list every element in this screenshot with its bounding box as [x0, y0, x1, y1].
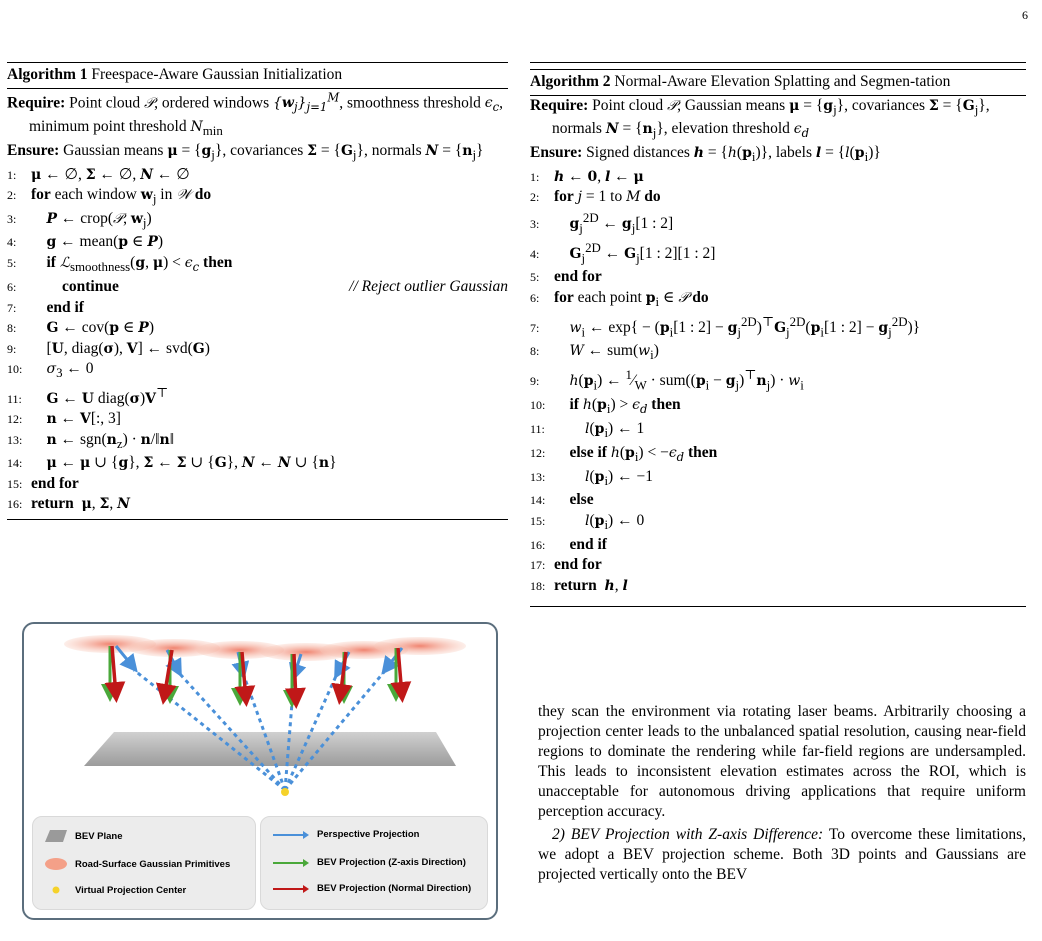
- algorithm-2-line: 8: W ← $sum(w_i)$: [530, 342, 659, 363]
- algorithm-2-line: 6: for each point $p_i$ ∈ 𝒫 do: [530, 288, 709, 310]
- body-paragraph-1: they scan the environment via rotating laser beams. Arbitrarily choosing a projection center leads to the unbalanced spatial resolution, causing near-field regions to dominate the rendering while far-field regions are undersampled. This leads to inconsistent elevation estimates across the ROI, which is unacceptable for autonomous driving applications that require uniform perception accuracy.: [538, 703, 1026, 820]
- algorithm-2-line: 17: end for: [530, 556, 602, 574]
- algorithm-2-line: 15: $l(p_i)$ ← 0: [530, 511, 645, 533]
- algorithm-2: [530, 62, 1026, 607]
- algorithm-2-line: 11: $l(p_i)$ ← 1: [530, 419, 645, 441]
- virtual-projection-center: [281, 788, 289, 796]
- algorithm-1-line: 12: n ← V[:, 3]: [7, 410, 121, 428]
- algorithm-1: [7, 62, 508, 520]
- algorithm-1-line: 5: if ℒ$_{smoothness}$(g, $\mu) < \epsilon_c$ then: [7, 253, 233, 274]
- algorithm-2-label: Algorithm 2: [530, 73, 611, 90]
- algorithm-2-ensure: Ensure: Signed distances $h = \{h(p_i)\}$, labels $l = \{l(p_i)\}$: [530, 144, 881, 165]
- legend-bev-plane: BEV Plane: [75, 830, 123, 842]
- algorithm-1-line: 13: n ← $sgn(n_z)$ · n/‖n‖: [7, 430, 175, 451]
- projection-center-icon: [45, 883, 67, 897]
- bev-plane-icon: [45, 829, 67, 843]
- algorithm-1-line: 11: G ← U diag(σ)V⊤: [7, 384, 169, 407]
- legend-bev-normal: BEV Projection (Normal Direction): [317, 883, 472, 894]
- projection-diagram: [24, 624, 496, 824]
- body-text: [538, 702, 1026, 885]
- page-number: 6: [1022, 8, 1028, 22]
- algorithm-2-line: 2: for j = 1 to M do: [530, 188, 661, 206]
- bev-z-arrow-icon: [273, 858, 309, 868]
- algorithm-2-line: 16: end if: [530, 535, 607, 553]
- algorithm-1-line: 3: P ← crop(𝒫, $w_j$): [7, 209, 152, 230]
- algorithm-2-line: 7: $w_i$ ← $\exp\{ - (p_i[1$ : $2] - g_j^{2D})^⊤G_j^{2D}(p_i[1$ : $2] - g_j^{2D}$)}: [530, 313, 921, 339]
- algorithm-2-line: 13: $l(p_i)$ ← −1: [530, 467, 653, 488]
- algorithm-2-line: 5: end for: [530, 268, 602, 286]
- algorithm-1-line: 2: for each window $w_j$ in 𝒲 do: [7, 186, 212, 207]
- algorithm-1-line: 8: G ← cov(p ∈ P): [7, 319, 154, 337]
- algorithm-2-title: Algorithm 2 Normal-Aware Elevation Splatting and Segmen-tation: [530, 73, 951, 90]
- legend-gaussian: Road-Surface Gaussian Primitives: [75, 858, 231, 870]
- algorithm-1-require: Require: Point cloud 𝒫, ordered windows $\{w_j\}_{j=1}^M$, smoothness threshold $\epsilon_c$, minimum point threshold $N_{min}$: [7, 90, 504, 139]
- bev-normal-arrow-icon: [273, 884, 309, 894]
- algorithm-2-line: 10: if $h(p_i) > \epsilon_d$ then: [530, 395, 681, 416]
- algorithm-1-line: 7: end if: [7, 298, 84, 316]
- algorithm-1-line: 14: μ ← μ ∪ {g}, Σ ← Σ ∪ {G}, N ← N ∪ {n}: [7, 454, 337, 472]
- gaussian-icon: [45, 857, 67, 871]
- algorithm-1-line: 15: end for: [7, 474, 79, 492]
- legend-right: [260, 816, 488, 910]
- algorithm-2-line: 12: else if $h(p_i) < -\epsilon_d$ then: [530, 443, 718, 464]
- legend-projection-center: Virtual Projection Center: [75, 884, 187, 896]
- algorithm-1-line: 1: μ ← ∅, Σ ← ∅, N ← ∅: [7, 165, 190, 183]
- legend-left: [32, 816, 256, 910]
- algorithm-1-line: 9: [U, diag(σ), V] ← svd(G): [7, 339, 210, 357]
- algorithm-1-comment: // Reject outlier Gaussian: [349, 278, 508, 296]
- algorithm-1-line: 4: g ← mean(p ∈ P): [7, 233, 164, 251]
- algorithm-1-title: Algorithm 1 Freespace-Aware Gaussian Initialization: [7, 66, 343, 83]
- algorithm-2-line: 9: $h(p_i)$ ← $^1⁄_W \cdot sum((p_i - g_j)^⊤n_j) \cdot w_i$: [530, 366, 804, 393]
- section-heading: 2) BEV Projection with Z-axis Difference:: [552, 826, 824, 844]
- algorithm-1-ensure: Ensure: Gaussian means $\mu = \{g_j\}$, covariances $\Sigma = \{G_j\}$, normals $N = \{n_j\}$: [7, 142, 484, 163]
- algorithm-2-line: 14: else: [530, 491, 594, 509]
- algorithm-2-line: 4: $G_j^{2D}$ ← $G_j[1$ : 2][1 : 2]: [530, 239, 716, 265]
- perspective-arrow-icon: [273, 830, 309, 840]
- algorithm-1-label: Algorithm 1: [7, 66, 88, 83]
- algorithm-2-require: Require: Point cloud 𝒫, Gaussian means $\mu = \{g_j\}$, covariances $\Sigma = \{G_j\}$, normals $N = \{n_j\}$, elevation threshold $\epsilon_d$: [530, 96, 990, 141]
- legend-bev-z: BEV Projection (Z-axis Direction): [317, 857, 466, 868]
- projection-figure: [22, 622, 498, 920]
- algorithm-1-line: 10: $\sigma_3$ ← 0: [7, 360, 94, 381]
- algorithm-1-line: 6: continue // Reject outlier Gaussian: [7, 278, 508, 296]
- algorithm-1-line: 16: return μ, Σ, N: [7, 495, 130, 513]
- algorithm-2-line: 18: return h, l: [530, 576, 628, 594]
- algorithm-2-line: 1: h ← 0, l ← μ: [530, 167, 644, 185]
- body-paragraph-2: 2) BEV Projection with Z-axis Difference: To overcome these limitations, we adopt a BEV projection scheme. Both 3D points and Gaussians are projected vertically onto the BEV: [538, 826, 1026, 884]
- algorithm-2-line: 3: $g_j^{2D}$ ← $g_j[1$ : 2]: [530, 209, 674, 236]
- legend-perspective: Perspective Projection: [317, 829, 420, 840]
